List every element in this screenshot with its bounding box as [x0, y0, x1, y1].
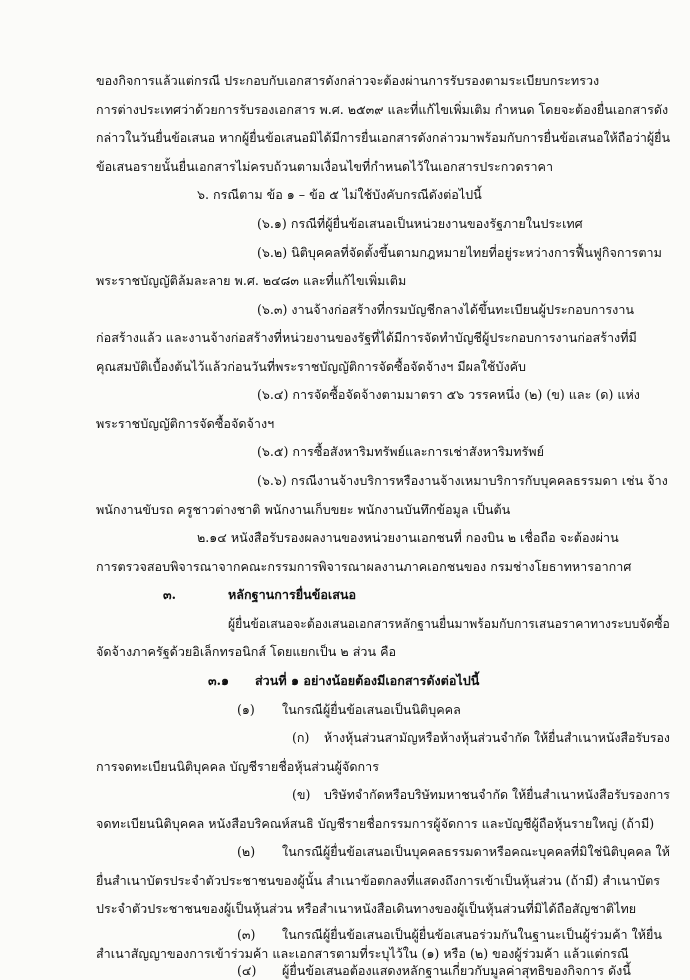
- subsection-heading: ส่วนที่ ๑ อย่างน้อยต้องมีเอกสารดังต่อไปนี้: [255, 673, 480, 688]
- text-line: ๖. กรณีตาม ข้อ ๑ – ข้อ ๕ ไม่ใช้บังคับกรณีดังต่อไปนี้: [197, 187, 482, 202]
- text-line: ข้อเสนอรายนั้นยื่นเอกสารไม่ครบถ้วนตามเงื่อนไขที่กำหนดไว้ในเอกสารประกวดราคา: [96, 159, 554, 174]
- text-line: กล่าวในวันยื่นข้อเสนอ หากผู้ยื่นข้อเสนอมิได้มีการยื่นเอกสารดังกล่าวมาพร้อมกับการยื่นข้อเสนอให้ถือว่าผู้ยื่น: [96, 130, 671, 145]
- text-line: (๖.๖) กรณีงานจ้างบริการหรืองานจ้างเหมาบริการกับบุคคลธรรมดา เช่น จ้าง: [257, 473, 668, 488]
- item-number: (ข): [292, 787, 311, 802]
- text-line: ผู้ยื่นข้อเสนอจะต้องเสนอเอกสารหลักฐานยื่นมาพร้อมกับการเสนอราคาทางระบบจัดซื้อ: [228, 616, 670, 631]
- text-line: ในกรณีผู้ยื่นข้อเสนอเป็นผู้ยื่นข้อเสนอร่วมกันในฐานะเป็นผู้ร่วมค้า ให้ยื่น: [282, 927, 663, 942]
- text-line: ประจำตัวประชาชนของผู้เป็นหุ้นส่วน หรือสำเนาหนังสือเดินทางของผู้เป็นหุ้นส่วนที่มิได้ถือสัญชาติไทย: [96, 901, 637, 916]
- text-line: ห้างหุ้นส่วนสามัญหรือห้างหุ้นส่วนจำกัด ให้ยื่นสำเนาหนังสือรับรอง: [324, 730, 670, 745]
- item-number: (๑): [237, 702, 255, 717]
- text-line: ของกิจการแล้วแต่กรณี ประกอบกับเอกสารดังกล่าวจะต้องผ่านการรับรองตามระเบียบกระทรวง: [96, 73, 600, 88]
- item-number: (๒): [237, 844, 256, 859]
- text-line: ยื่นสำเนาบัตรประจำตัวประชาชนของผู้นั้น สำเนาข้อตกลงที่แสดงถึงการเข้าเป็นหุ้นส่วน (ถ้ามี) สำเนาบัตร: [96, 873, 661, 888]
- text-line: จัดจ้างภาครัฐด้วยอิเล็กทรอนิกส์ โดยแยกเป็น ๒ ส่วน คือ: [96, 644, 397, 659]
- text-line: บริษัทจำกัดหรือบริษัทมหาชนจำกัด ให้ยื่นสำเนาหนังสือรับรองการ: [324, 787, 670, 802]
- subsection-number: ๓.๑: [208, 673, 229, 688]
- text-line: ในกรณีผู้ยื่นข้อเสนอเป็นบุคคลธรรมดาหรือคณะบุคคลที่มิใช่นิติบุคคล ให้: [282, 844, 670, 859]
- text-line: ผู้ยื่นข้อเสนอต้องแสดงหลักฐานเกี่ยวกับมูลค่าสุทธิของกิจการ ดังนี้: [282, 963, 631, 978]
- text-line: (๖.๔) การจัดซื้อจัดจ้างตามมาตรา ๕๖ วรรคหนึ่ง (๒) (ข) และ (ด) แห่ง: [257, 387, 640, 402]
- item-number: (๔): [237, 963, 257, 978]
- text-line: สำเนาสัญญาของการเข้าร่วมค้า และเอกสารตามที่ระบุไว้ใน (๑) หรือ (๒) ของผู้ร่วมค้า แล้วแต่กรณี: [96, 946, 629, 961]
- text-line: พระราชบัญญัติการจัดซื้อจัดจ้างฯ: [96, 416, 275, 431]
- text-line: (๖.๑) กรณีที่ผู้ยื่นข้อเสนอเป็นหน่วยงานของรัฐภายในประเทศ: [257, 216, 583, 231]
- text-line: ๒.๑๔ หนังสือรับรองผลงานของหน่วยงานเอกชนที่ กองบิน ๒ เชื่อถือ จะต้องผ่าน: [197, 530, 619, 545]
- item-number: (๓): [237, 927, 256, 942]
- text-line: ในกรณีผู้ยื่นข้อเสนอเป็นนิติบุคคล: [282, 702, 461, 717]
- text-line: ก่อสร้างแล้ว และงานจ้างก่อสร้างที่หน่วยงานของรัฐที่ได้มีการจัดทำบัญชีผู้ประกอบการงานก่อสร้างที่มี: [96, 330, 637, 345]
- section-number: ๓.: [163, 587, 176, 602]
- text-line: จดทะเบียนนิติบุคคล หนังสือบริคณห์สนธิ บัญชีรายชื่อกรรมการผู้จัดการ และบัญชีผู้ถือหุ้นรายใหญ่ (ถ้ามี): [96, 816, 655, 831]
- item-number: (ก): [292, 730, 310, 745]
- text-line: (๖.๓) งานจ้างก่อสร้างที่กรมบัญชีกลางได้ขึ้นทะเบียนผู้ประกอบการงาน: [257, 302, 635, 317]
- text-line: พนักงานขับรถ ครูชาวต่างชาติ พนักงานเก็บขยะ พนักงานบันทึกข้อมูล เป็นต้น: [96, 502, 511, 517]
- text-line: พระราชบัญญัติล้มละลาย พ.ศ. ๒๔๘๓ และที่แก้ไขเพิ่มเติม: [96, 273, 407, 288]
- text-line: การตรวจสอบพิจารณาจากคณะกรรมการพิจารณาผลงานภาคเอกชนของ กรมช่างโยธาทหารอากาศ: [96, 559, 632, 574]
- section-heading: หลักฐานการยื่นข้อเสนอ: [228, 587, 357, 602]
- text-line: (๖.๒) นิติบุคคลที่จัดตั้งขึ้นตามกฎหมายไทยที่อยู่ระหว่างการฟื้นฟูกิจการตาม: [257, 245, 662, 260]
- text-line: (๖.๕) การซื้อสังหาริมทรัพย์และการเช่าสังหาริมทรัพย์: [257, 444, 544, 459]
- text-line: การจดทะเบียนนิติบุคคล บัญชีรายชื่อหุ้นส่วนผู้จัดการ: [96, 759, 379, 774]
- text-line: การต่างประเทศว่าด้วยการรับรองเอกสาร พ.ศ. ๒๕๓๙ และที่แก้ไขเพิ่มเติม กำหนด โดยจะต้องยื่นเอกสารดัง: [96, 102, 669, 117]
- text-line: คุณสมบัติเบื้องต้นไว้แล้วก่อนวันที่พระราชบัญญัติการจัดซื้อจัดจ้างฯ มีผลใช้บังคับ: [96, 359, 527, 374]
